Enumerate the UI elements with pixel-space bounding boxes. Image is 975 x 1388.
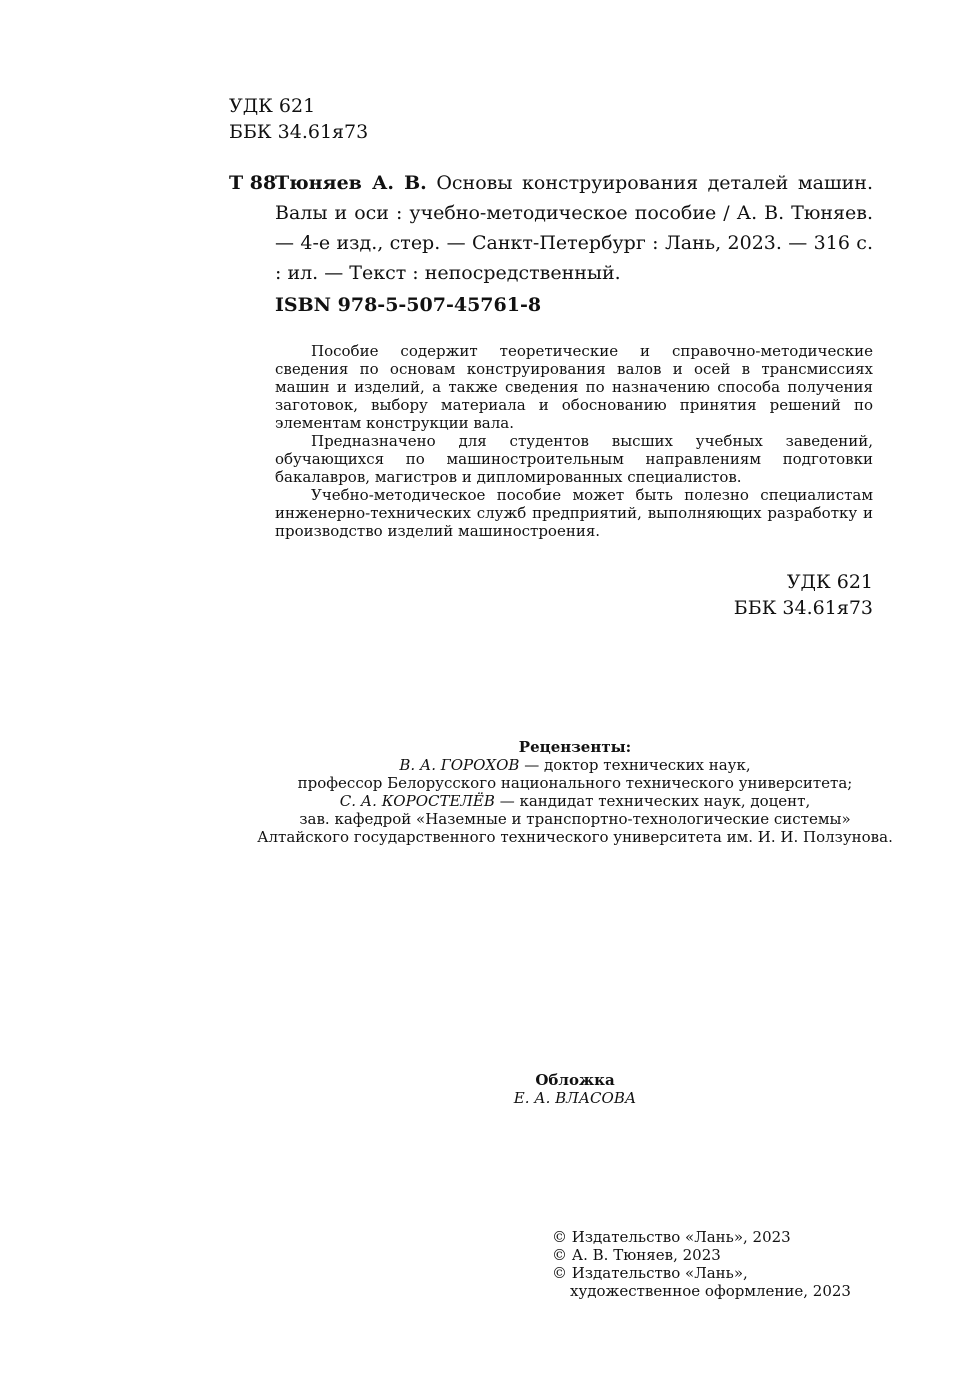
copyright-line: © Издательство «Лань», <box>552 1264 748 1282</box>
reviewer-affiliation: профессор Белорусского национального технического университета; <box>297 774 853 792</box>
record-description: Основы конструирования деталей машин. Валы и оси : учебно-методическое пособие / А. В. Тюняев. — 4-е изд., стер. — Санкт-Петербург : Лань, 2023. — 316 с. : ил. — Текст : непосредственный. <box>275 172 874 284</box>
reviewer-title: — кандидат технических наук, доцент, <box>494 792 811 810</box>
copyright-block <box>552 1228 851 1300</box>
bbk-code: ББК 34.61я73 <box>229 121 369 143</box>
reviewer-affiliation: Алтайского государственного технического университета им. И. И. Ползунова. <box>257 828 893 846</box>
author-mark: Т 88 <box>229 172 277 194</box>
reviewer-affiliation: зав. кафедрой «Наземные и транспортно-технологические системы» <box>299 810 851 828</box>
isbn: ISBN 978-5-507-45761-8 <box>275 294 542 316</box>
copyright-line: © Издательство «Лань», 2023 <box>552 1228 791 1246</box>
annotation <box>275 342 873 540</box>
udk-code: УДК 621 <box>786 571 873 593</box>
reviewer-title: — доктор технических наук, <box>519 756 751 774</box>
copyright-line: художественное оформление, 2023 <box>570 1282 851 1300</box>
annotation-paragraph: Пособие содержит теоретические и справочно-методические сведения по основам конструирования валов и осей в трансмиссиях машин и изделий, а также сведения по назначению способа получения заготовок, выбору материала и обоснованию принятия решений по элементам конструкции вала. <box>275 342 873 432</box>
classification-codes-top <box>229 93 368 145</box>
classification-codes-bottom <box>600 569 873 621</box>
cover-credit <box>400 1071 750 1107</box>
cover-heading: Обложка <box>535 1071 615 1089</box>
annotation-paragraph: Предназначено для студентов высших учебных заведений, обучающихся по машиностроительным направлениям подготовки бакалавров, магистров и дипломированных специалистов. <box>275 432 873 486</box>
reviewers-heading: Рецензенты: <box>518 738 632 756</box>
annotation-paragraph: Учебно-методическое пособие может быть полезно специалистам инженерно-технических служб предприятий, выполняющих разработку и производство изделий машиностроения. <box>275 486 873 540</box>
udk-code: УДК 621 <box>229 95 316 117</box>
reviewer-line <box>200 792 950 810</box>
cover-designer: Е. А. ВЛАСОВА <box>513 1089 637 1107</box>
reviewer-name: С. А. КОРОСТЕЛЁВ <box>339 792 495 810</box>
copyright-line: © А. В. Тюняев, 2023 <box>552 1246 721 1264</box>
bibliographic-record <box>275 168 873 288</box>
reviewer-name: В. А. ГОРОХОВ <box>399 756 520 774</box>
author-name: Тюняев А. В. <box>275 172 427 194</box>
bbk-code: ББК 34.61я73 <box>733 597 873 619</box>
reviewers-block <box>200 738 950 846</box>
reviewer-line <box>200 756 950 774</box>
